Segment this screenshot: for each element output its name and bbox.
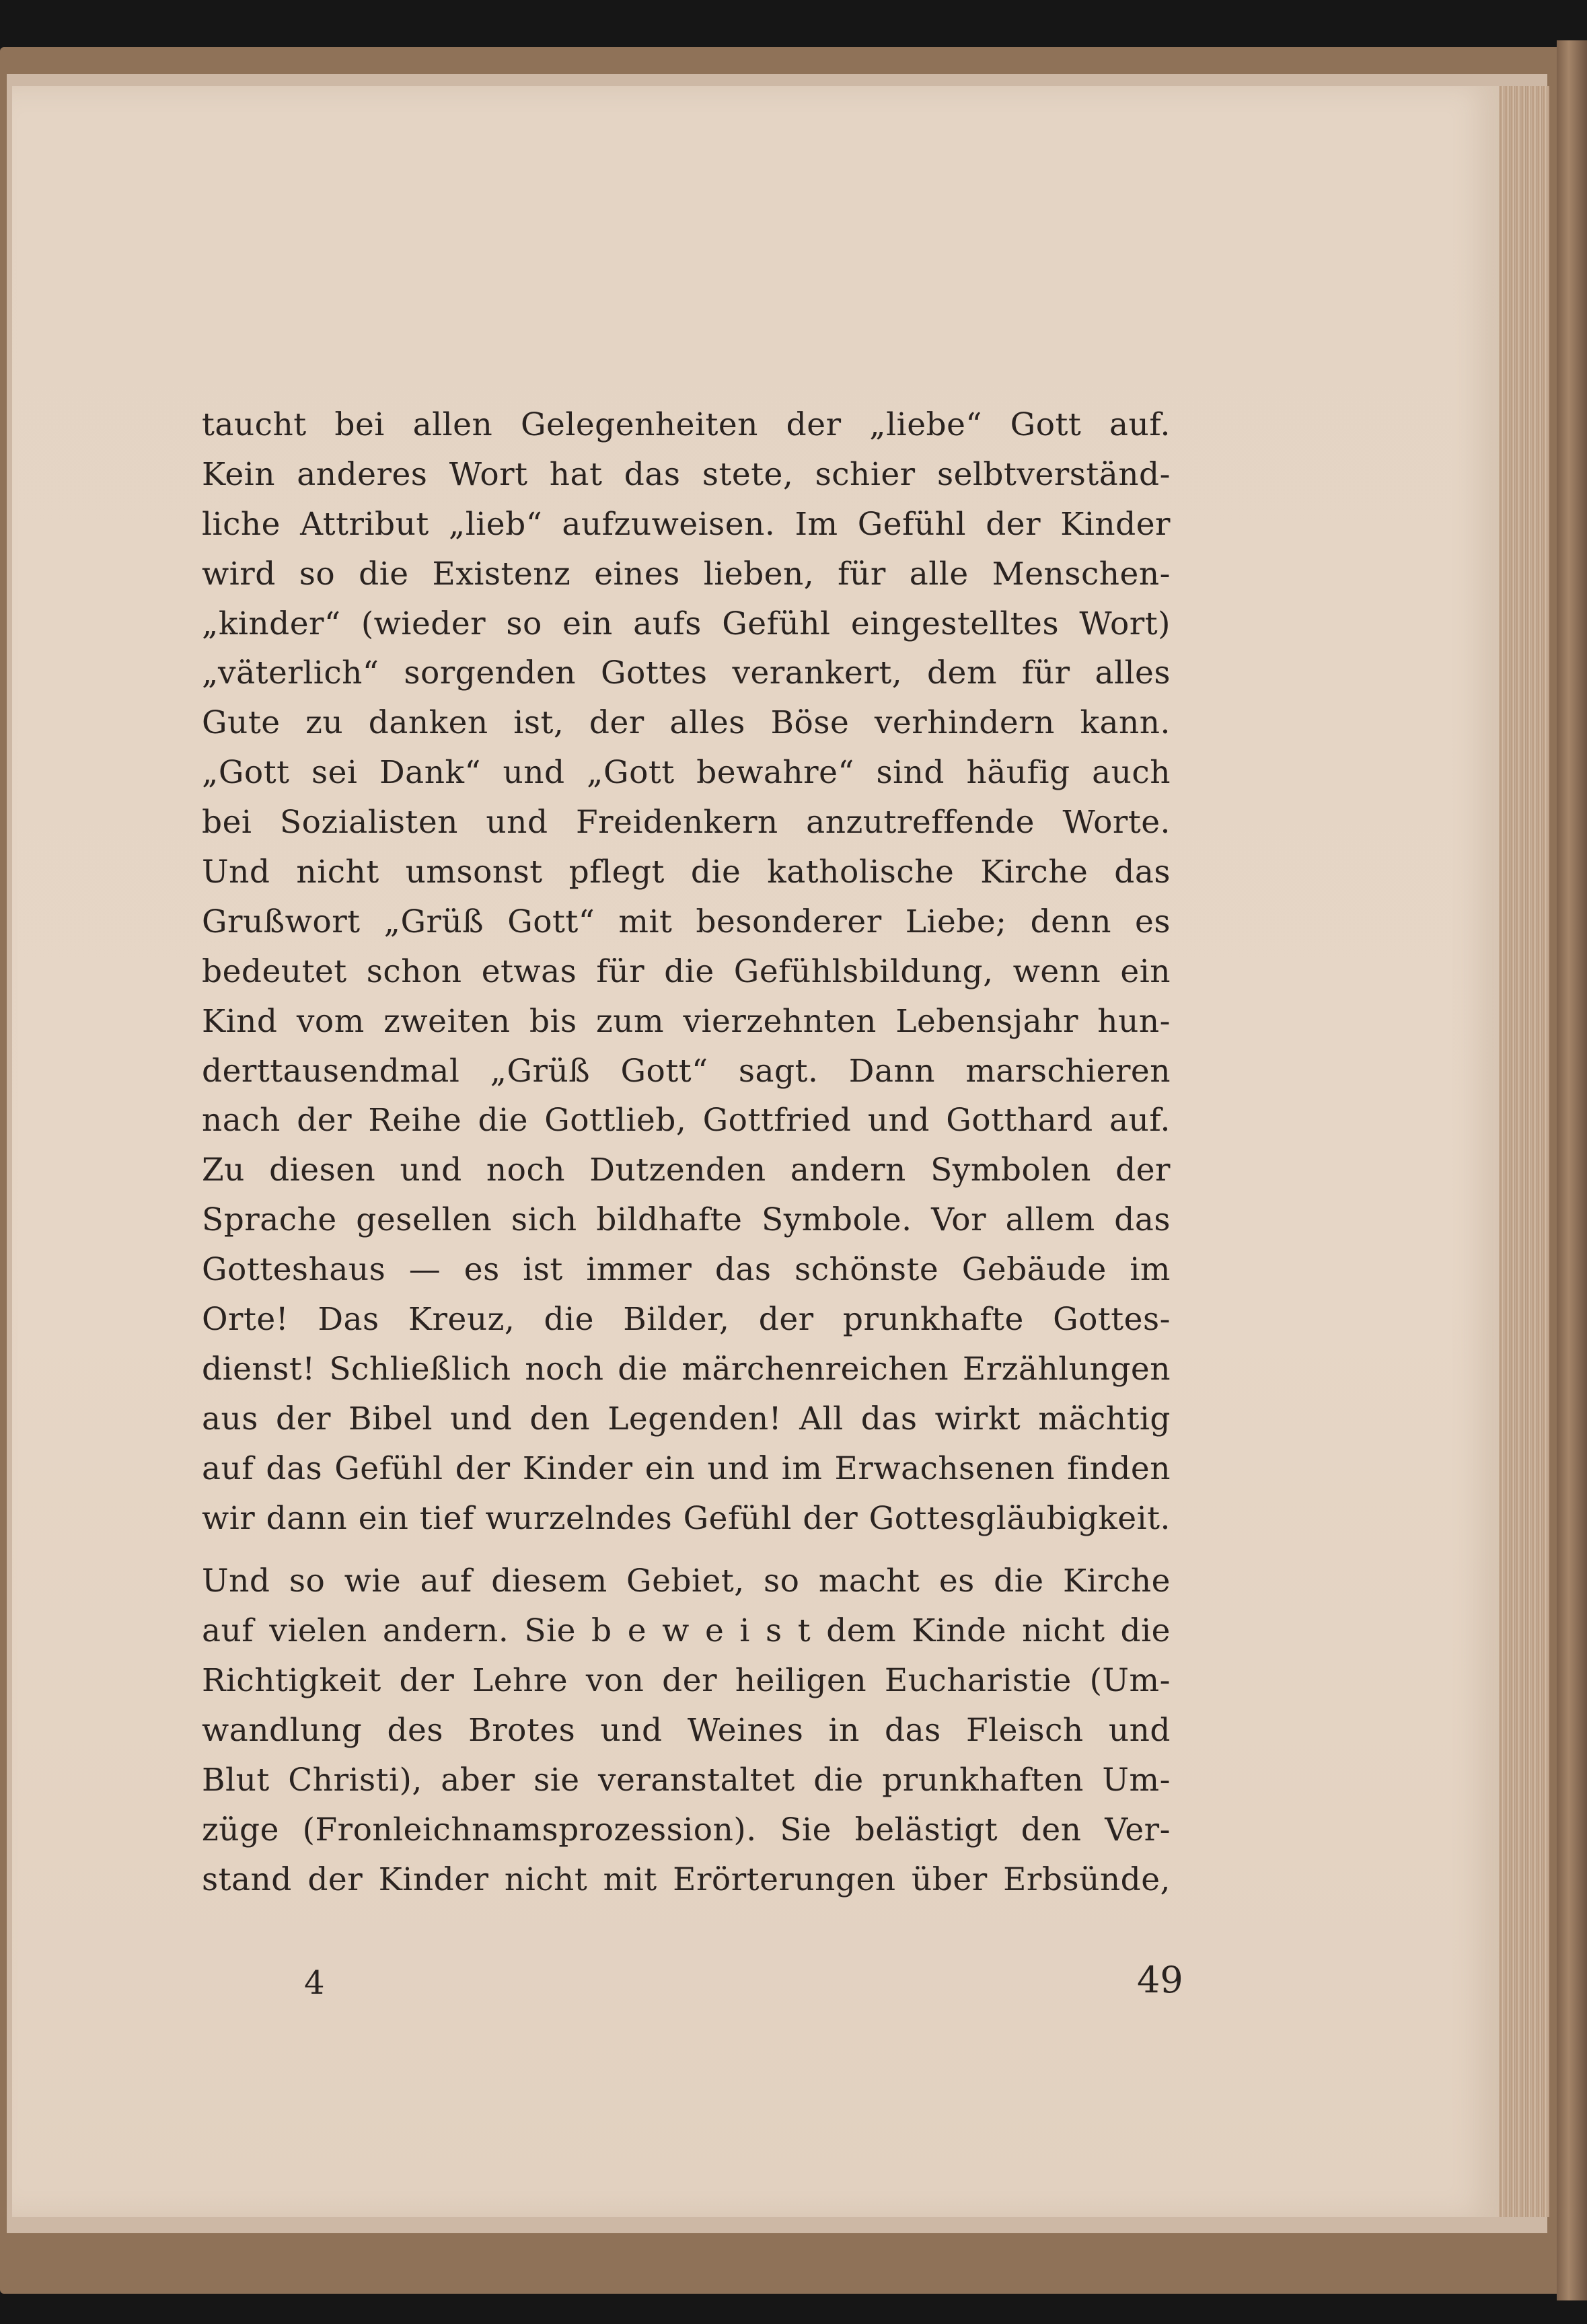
cover-edge xyxy=(1557,40,1587,2300)
text-line: Sprache gesellen sich bildhafte Symbole. Vor allem das xyxy=(202,1201,1171,1239)
text-line: bedeutet schon etwas für die Gefühlsbildung, wenn ein xyxy=(202,952,1171,990)
paragraph-1 xyxy=(202,400,1171,1543)
text-line: züge (Fronleichnamsprozession). Sie belästigt den Ver- xyxy=(202,1811,1171,1848)
text-line: taucht bei allen Gelegenheiten der „liebe“ Gott auf. xyxy=(202,406,1171,443)
paragraph-2 xyxy=(202,1557,1171,1904)
text-line: aus der Bibel und den Legenden! All das wirkt mächtig xyxy=(202,1400,1171,1437)
signature-mark: 4 xyxy=(304,1964,325,2002)
text-line: Blut Christi), aber sie veranstaltet die prunkhaften Um- xyxy=(202,1762,1171,1799)
text-line: „Gott sei Dank“ und „Gott bewahre“ sind häufig auch xyxy=(202,754,1171,792)
text-line: bei Sozialisten und Freidenkern anzutreffende Worte. xyxy=(202,804,1171,841)
text-line: Gotteshaus — es ist immer das schönste Gebäude im xyxy=(202,1251,1171,1289)
text-line: auf das Gefühl der Kinder ein und im Erwachsenen finden xyxy=(202,1450,1171,1487)
text-line: nach der Reihe die Gottlieb, Gottfried und Gotthard auf. xyxy=(202,1102,1171,1139)
body-text xyxy=(202,400,1171,1905)
text-line: stand der Kinder nicht mit Erörterungen über Erbsünde, xyxy=(202,1861,1171,1898)
text-line: auf vielen andern. Sie b e w e i s t dem Kinde nicht die xyxy=(202,1612,1171,1650)
text-line: „kinder“ (wieder so ein aufs Gefühl eingestelltes Wort) xyxy=(202,605,1171,642)
text-line: Und nicht umsonst pflegt die katholische Kirche das xyxy=(202,854,1171,891)
text-line: wandlung des Brotes und Weines in das Fleisch und xyxy=(202,1712,1171,1750)
page-number: 49 xyxy=(1137,1959,1183,2001)
text-line: wir dann ein tief wurzelndes Gefühl der Gottesgläubigkeit. xyxy=(202,1499,1171,1537)
text-line: Orte! Das Kreuz, die Bilder, der prunkhafte Gottes- xyxy=(202,1301,1171,1339)
text-line: Kind vom zweiten bis zum vierzehnten Lebensjahr hun- xyxy=(202,1002,1171,1040)
text-line: Kein anderes Wort hat das stete, schier selbtverständ- xyxy=(202,455,1171,493)
text-line: Gute zu danken ist, der alles Böse verhindern kann. xyxy=(202,704,1171,742)
text-line: liche Attribut „lieb“ aufzuweisen. Im Gefühl der Kinder xyxy=(202,505,1171,543)
text-line: Richtigkeit der Lehre von der heiligen Eucharistie (Um- xyxy=(202,1662,1171,1700)
paragraph-gap xyxy=(202,1543,1171,1557)
text-line: dienst! Schließlich noch die märchenreichen Erzählungen xyxy=(202,1350,1171,1388)
text-line: wird so die Existenz eines lieben, für alle Menschen- xyxy=(202,555,1171,593)
text-line: „väterlich“ sorgenden Gottes verankert, dem für alles xyxy=(202,654,1171,692)
text-line: Grußwort „Grüß Gott“ mit besonderer Liebe; denn es xyxy=(202,903,1171,940)
text-line: Und so wie auf diesem Gebiet, so macht es die Kirche xyxy=(202,1563,1171,1600)
page-edges xyxy=(1499,86,1549,2217)
text-line: derttausendmal „Grüß Gott“ sagt. Dann marschieren xyxy=(202,1052,1171,1090)
text-line: Zu diesen und noch Dutzenden andern Symbolen der xyxy=(202,1152,1171,1189)
